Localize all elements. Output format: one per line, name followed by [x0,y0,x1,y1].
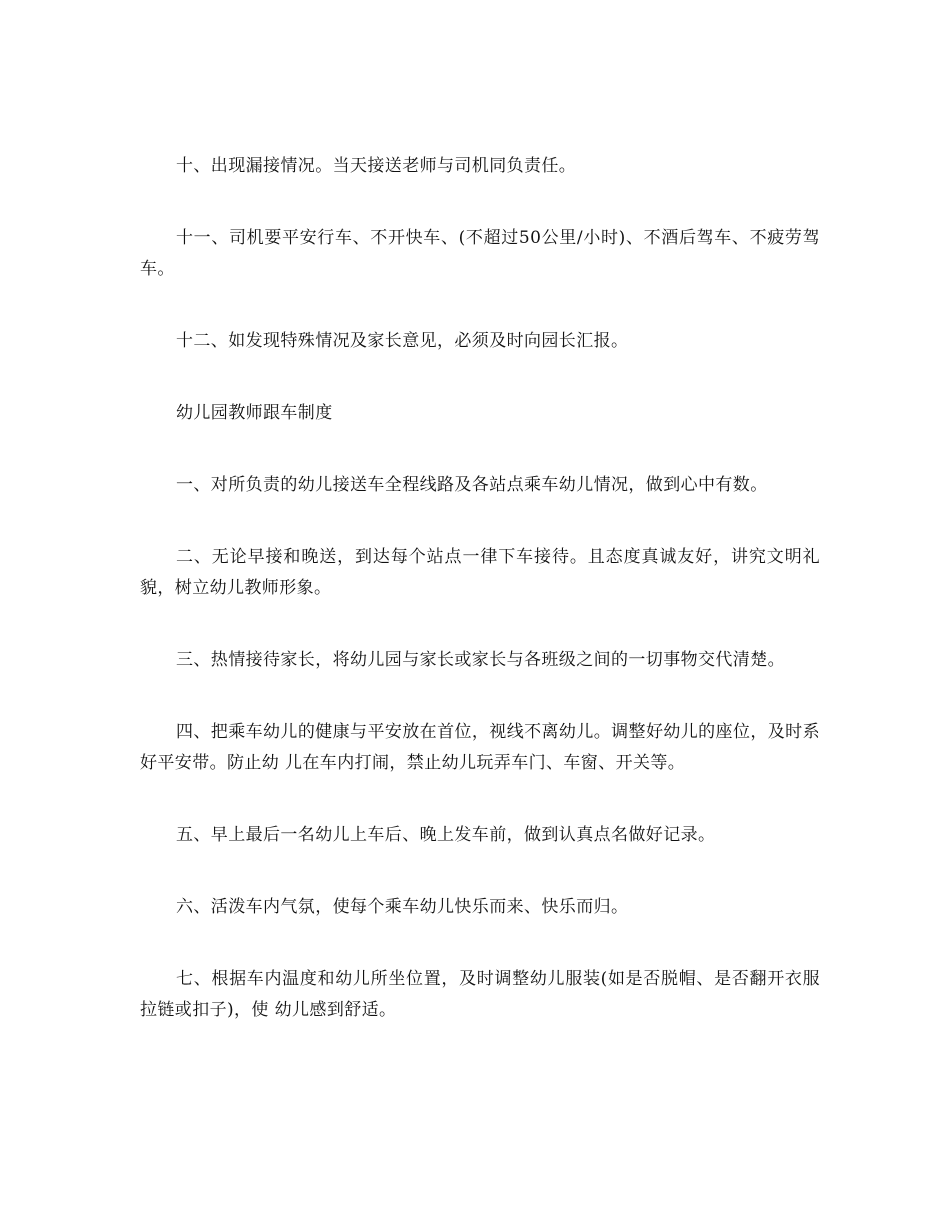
paragraph-item-10: 十、出现漏接情况。当天接送老师与司机同负责任。 [176,156,577,176]
paragraph-item-11: 十一、司机要平安行车、不开快车、(不超过50公里/小时)、不酒后驾车、不疲劳驾车。 [140,228,820,279]
paragraph-item-12: 十二、如发现特殊情况及家长意见，必须及时向园长汇报。 [176,331,629,351]
paragraph-item-5: 五、早上最后一名幼儿上车后、晚上发车前，做到认真点名做好记录。 [176,825,716,845]
section-title: 幼儿园教师跟车制度 [176,403,333,423]
paragraph-item-3: 三、热情接待家长，将幼儿园与家长或家长与各班级之间的一切事物交代清楚。 [176,650,785,670]
paragraph-item-1: 一、对所负责的幼儿接送车全程线路及各站点乘车幼儿情况，做到心中有数。 [176,475,768,495]
paragraph-item-6: 六、活泼车内气氛，使每个乘车幼儿快乐而来、快乐而归。 [176,897,629,917]
paragraph-item-4: 四、把乘车幼儿的健康与平安放在首位，视线不离幼儿。调整好幼儿的座位，及时系好平安带。防止幼 儿在车内打闹，禁止幼儿玩弄车门、车窗、开关等。 [140,722,820,773]
paragraph-item-7: 七、根据车内温度和幼儿所坐位置，及时调整幼儿服装(如是否脱帽、是否翻开衣服拉链或扣子)，使 幼儿感到舒适。 [140,969,820,1020]
document-body [140,151,820,1067]
paragraph-item-2: 二、无论早接和晚送，到达每个站点一律下车接待。且态度真诚友好，讲究文明礼貌，树立幼儿教师形象。 [140,547,820,598]
